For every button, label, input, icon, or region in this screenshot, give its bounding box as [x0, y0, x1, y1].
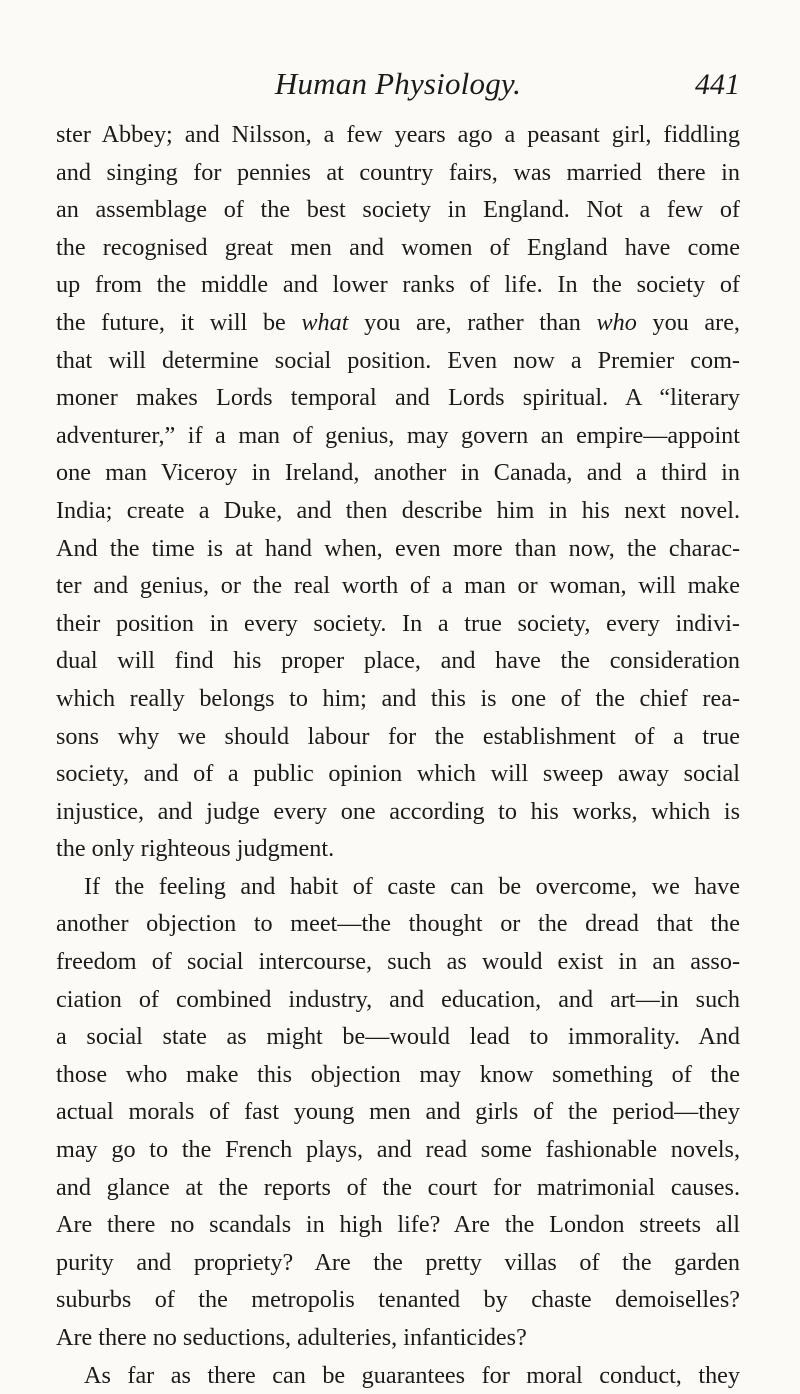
body-text	[56, 116, 740, 1394]
text-line: And the time is at hand when, even more than now, the charac-	[56, 534, 740, 562]
emphasized-word: who	[596, 308, 637, 336]
text-line: the only righteous judgment.	[56, 835, 335, 863]
text-line: As far as there can be guarantees for moral conduct, they	[84, 1361, 740, 1389]
text-line: actual morals of fast young men and girls of the period—they	[56, 1098, 740, 1126]
text-line: Are there no seductions, adulteries, infanticides?	[56, 1324, 527, 1351]
paragraph	[56, 116, 740, 868]
text-line: sons why we should labour for the establishment of a true	[56, 722, 740, 750]
text-line: Are there no scandals in high life? Are the London streets all	[56, 1211, 740, 1239]
text-line: ster Abbey; and Nilsson, a few years ago a peasant girl, fiddling	[56, 121, 740, 148]
text-line: India; create a Duke, and then describe him in his next novel.	[56, 496, 740, 524]
text-line: and singing for pennies at country fairs, was married there in	[56, 158, 740, 186]
text-line: society, and of a public opinion which will sweep away social	[56, 760, 740, 788]
text-line: ciation of combined industry, and education, and art—in such	[56, 985, 740, 1013]
text-line: If the feeling and habit of caste can be overcome, we have	[84, 872, 740, 900]
text-line: adventurer,” if a man of genius, may govern an empire—appoint	[56, 421, 740, 449]
text-line: the future, it will be what you are, rather than who you are,	[56, 308, 740, 336]
text-line: freedom of social intercourse, such as would exist in an asso-	[56, 948, 740, 976]
page-header	[56, 66, 740, 106]
text-line: their position in every society. In a true society, every indivi-	[56, 609, 740, 637]
text-line: suburbs of the metropolis tenanted by chaste demoiselles?	[56, 1286, 740, 1314]
text-line: up from the middle and lower ranks of life. In the society of	[56, 271, 740, 299]
text-line: a social state as might be—would lead to immorality. And	[56, 1023, 740, 1051]
paragraph	[56, 868, 740, 1357]
text-line: those who make this objection may know something of the	[56, 1060, 740, 1088]
text-line: another objection to meet—the thought or the dread that the	[56, 910, 740, 938]
text-line: ter and genius, or the real worth of a man or woman, will make	[56, 572, 740, 600]
text-line: one man Viceroy in Ireland, another in Canada, and a third in	[56, 459, 740, 487]
text-line: may go to the French plays, and read some fashionable novels,	[56, 1136, 740, 1164]
text-line: purity and propriety? Are the pretty villas of the garden	[56, 1248, 740, 1276]
text-line: injustice, and judge every one according to his works, which is	[56, 797, 740, 825]
emphasized-word: what	[301, 308, 349, 336]
running-title: Human Physiology.	[274, 66, 522, 101]
text-line: that will determine social position. Even now a Premier com-	[56, 346, 740, 374]
paragraph	[56, 1357, 740, 1394]
text-line: the recognised great men and women of England have come	[56, 233, 740, 261]
text-line: moner makes Lords temporal and Lords spiritual. A “literary	[56, 384, 740, 412]
page-number: 441	[695, 68, 740, 101]
text-line: dual will find his proper place, and have the consideration	[56, 647, 740, 675]
text-line: which really belongs to him; and this is one of the chief rea-	[56, 684, 740, 712]
text-line: an assemblage of the best society in England. Not a few of	[56, 196, 740, 224]
text-line: and glance at the reports of the court for matrimonial causes.	[56, 1173, 740, 1201]
